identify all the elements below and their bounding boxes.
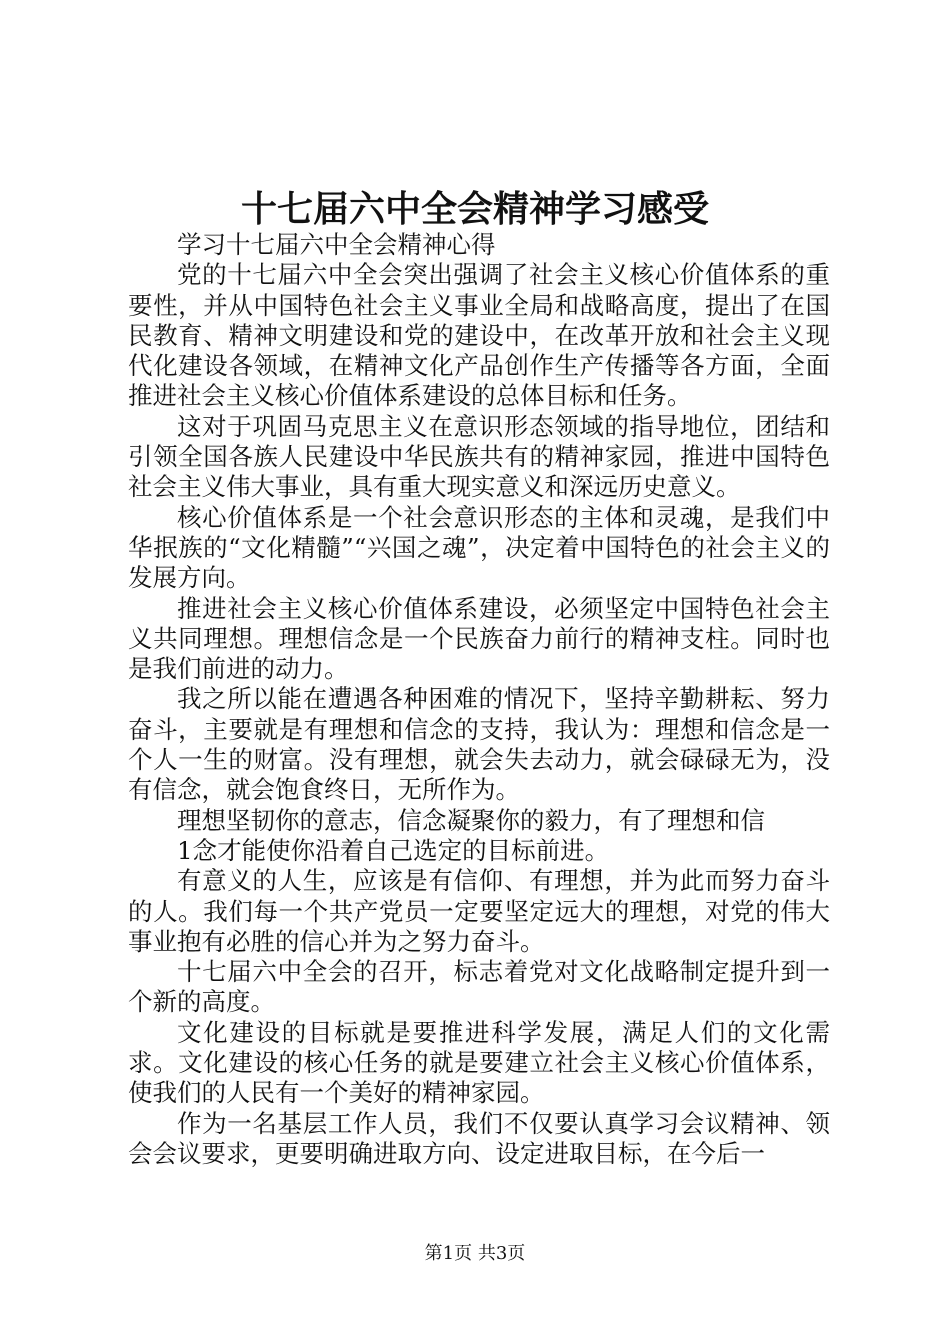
subtitle-paragraph: 学习十七届六中全会精神心得	[177, 230, 496, 259]
page-footer: 第1页 共3页	[424, 1243, 526, 1264]
body-paragraph: 文化建设的目标就是要推进科学发展，满足人们的文化需求。文化建设的核心任务的就是要建立社会主义核心价值体系，使我们的人民有一个美好的精神家园。	[128, 1017, 830, 1108]
body-paragraph: 有意义的人生，应该是有信仰、有理想，并为此而努力奋斗的人。我们每一个共产党员一定要坚定远大的理想，对党的伟大事业抱有必胜的信心并为之努力奋斗。	[128, 866, 830, 956]
body-paragraph: 1念才能使你沿着自己选定的目标前进。	[177, 835, 610, 865]
body-paragraph: 理想坚韧你的意志，信念凝聚你的毅力，有了理想和信	[177, 805, 765, 835]
body-paragraph: 推进社会主义核心价值体系建设，必须坚定中国特色社会主义共同理想。理想信念是一个民族奋力前行的精神支柱。同时也是我们前进的动力。	[128, 593, 830, 684]
body-paragraph: 十七届六中全会的召开，标志着党对文化战略制定提升到一个新的高度。	[128, 957, 830, 1017]
body-paragraph: 作为一名基层工作人员，我们不仅要认真学习会议精神、领会会议要求，更要明确进取方向、设定进取目标，在今后一	[128, 1108, 830, 1168]
document-title: 十七届六中全会精神学习感受	[240, 188, 709, 230]
body-paragraph: 核心价值体系是一个社会意识形态的主体和灵魂，是我们中华抿族的“文化精髓”“兴国之魂”，决定着中国特色的社会主义的发展方向。	[128, 502, 830, 593]
body-paragraph: 这对于巩固马克思主义在意识形态领域的指导地位，团结和引领全国各族人民建设中华民族共有的精神家园，推进中国特色社会主义伟大事业，具有重大现实意义和深远历史意义。	[128, 411, 830, 502]
document-body	[128, 230, 830, 1169]
body-paragraph: 我之所以能在遭遇各种困难的情况下，坚持辛勤耕耘、努力奋斗，主要就是有理想和信念的支持，我认为：理想和信念是一个人一生的财富。没有理想，就会失去动力，就会碌碌无为，没有信念，就会饱食终日，无所作为。	[128, 684, 830, 805]
body-paragraph: 党的十七届六中全会突出强调了社会主义核心价值体系的重要性，并从中国特色社会主义事业全局和战略高度，提出了在国民教育、精神文明建设和党的建设中，在改革开放和社会主义现代化建设各领域，在精神文化产品创作生产传播等各方面，全面推进社会主义核心价值体系建设的总体目标和任务。	[128, 260, 830, 411]
